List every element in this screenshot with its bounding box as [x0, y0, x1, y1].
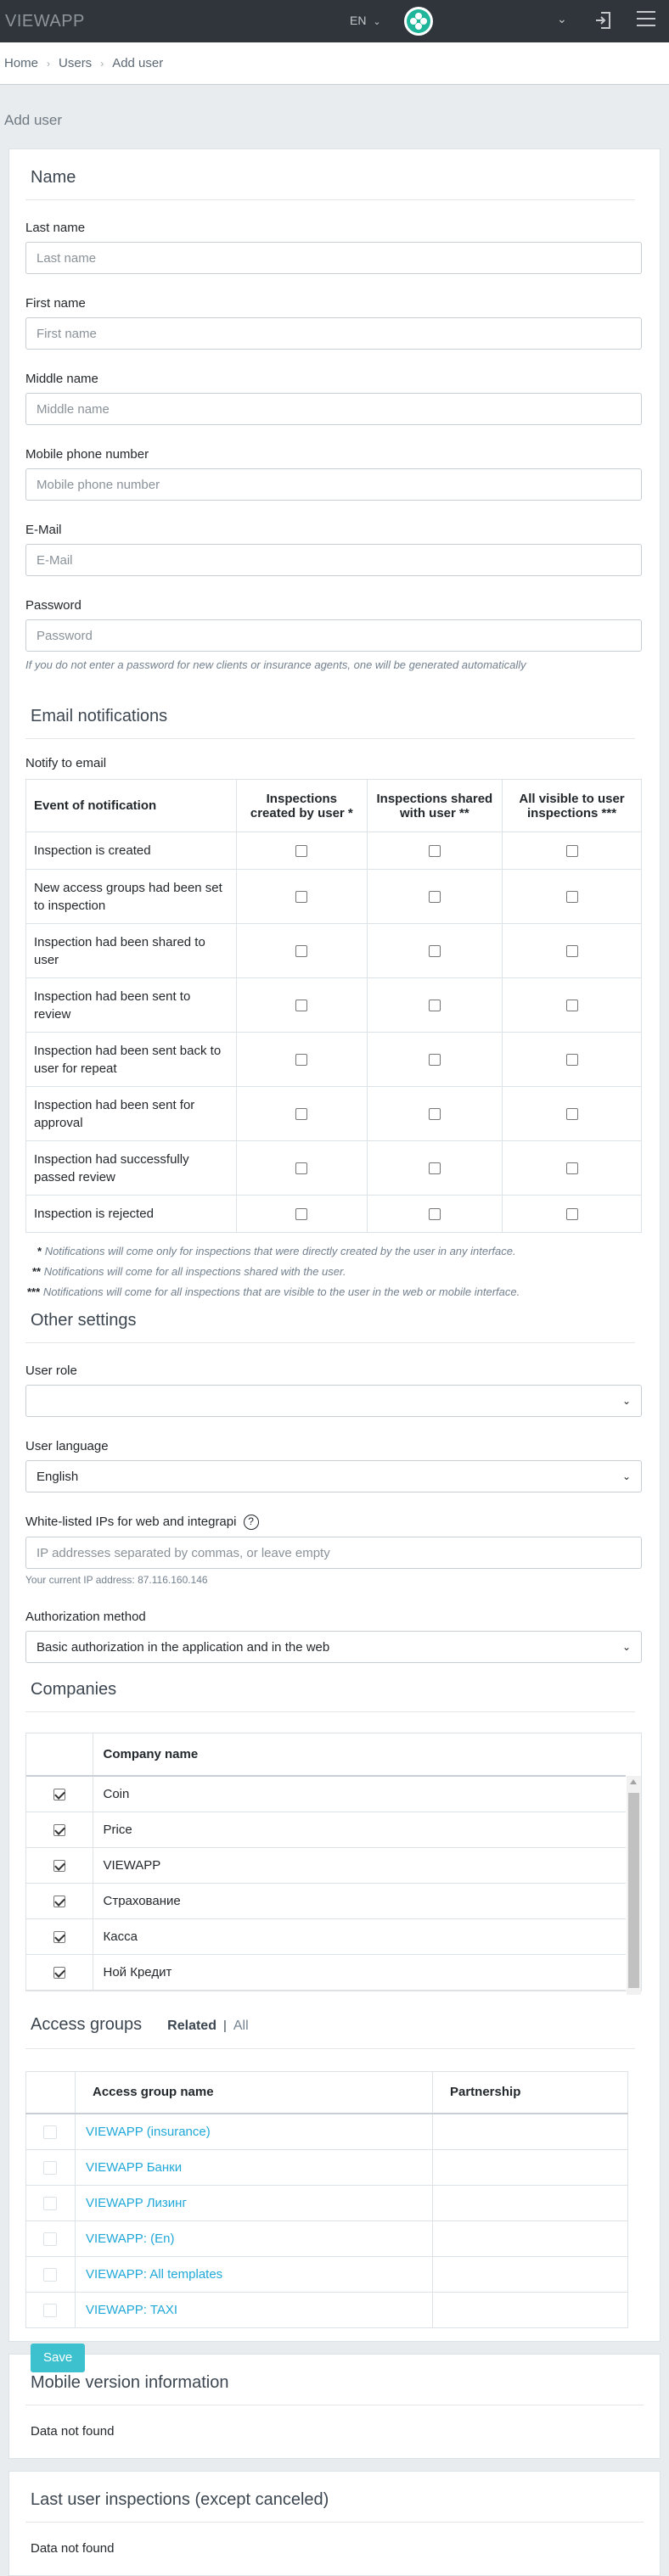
- middle-name-input[interactable]: [25, 393, 642, 425]
- brand-logo[interactable]: VIEWAPP: [5, 11, 85, 31]
- column-header-select: [26, 1733, 93, 1776]
- notify-shared-checkbox[interactable]: [429, 945, 441, 957]
- notify-to-email-label: Notify to email: [25, 756, 107, 770]
- access-group-checkbox[interactable]: [43, 2197, 57, 2210]
- column-header-shared: Inspections shared with user **: [367, 780, 502, 832]
- partnership-cell: [433, 2149, 628, 2185]
- access-group-checkbox[interactable]: [43, 2304, 57, 2317]
- user-language-select[interactable]: [25, 1460, 642, 1492]
- event-label: Inspection had successfully passed review: [26, 1141, 237, 1196]
- table-row: [26, 2220, 628, 2256]
- password-hint: If you do not enter a password for new clients or insurance agents, one will be generated automatically: [25, 658, 526, 671]
- notify-visible-checkbox[interactable]: [566, 1108, 578, 1120]
- table-row: [26, 978, 642, 1033]
- first-name-input[interactable]: [25, 317, 642, 350]
- user-menu-chevron-icon[interactable]: ⌄: [557, 12, 567, 25]
- company-checkbox[interactable]: [53, 1789, 65, 1800]
- mobile-phone-input[interactable]: [25, 468, 642, 501]
- column-header-company-name: Company name: [93, 1733, 626, 1776]
- whitelist-label-row: [25, 1515, 635, 1530]
- user-role-label: User role: [25, 1364, 77, 1378]
- section-title-name: Name: [25, 149, 635, 200]
- notify-shared-checkbox[interactable]: [429, 1208, 441, 1220]
- section-title-last-inspections: Last user inspections (except canceled): [25, 2472, 644, 2523]
- breadcrumb-separator-icon: ›: [100, 57, 104, 70]
- page-header: [0, 85, 669, 148]
- last-inspections-card: [8, 2471, 661, 2576]
- notify-shared-checkbox[interactable]: [429, 1108, 441, 1120]
- notify-created-checkbox[interactable]: [295, 1054, 307, 1066]
- column-header-created: Inspections created by user *: [237, 780, 368, 832]
- language-label: EN: [350, 14, 367, 27]
- notify-created-checkbox[interactable]: [295, 1108, 307, 1120]
- tab-separator: |: [222, 2018, 227, 2033]
- chevron-down-icon: ⌄: [621, 1470, 631, 1482]
- breadcrumb-home[interactable]: Home: [4, 56, 39, 70]
- partnership-cell: [433, 2220, 628, 2256]
- auth-method-value: Basic authorization in the application and in the web: [37, 1639, 330, 1655]
- access-group-checkbox[interactable]: [43, 2125, 57, 2139]
- event-label: Inspection is created: [26, 832, 237, 870]
- avatar[interactable]: [404, 7, 433, 36]
- notify-visible-checkbox[interactable]: [566, 1208, 578, 1220]
- section-title-mobile-version: Mobile version information: [25, 2355, 644, 2405]
- notify-visible-checkbox[interactable]: [566, 891, 578, 903]
- partnership-cell: [433, 2292, 628, 2327]
- breadcrumb-separator-icon: ›: [47, 57, 51, 70]
- table-row[interactable]: [26, 1883, 626, 1918]
- whitelist-label: White-listed IPs for web and integrapi: [25, 1515, 237, 1529]
- tab-related[interactable]: Related: [167, 2018, 216, 2033]
- notify-visible-checkbox[interactable]: [566, 1162, 578, 1174]
- notify-visible-checkbox[interactable]: [566, 945, 578, 957]
- company-name: Price: [93, 1812, 626, 1847]
- notifications-table: [25, 779, 642, 1233]
- top-navbar: [0, 0, 669, 42]
- company-name: VIEWAPP: [93, 1847, 626, 1883]
- email-label: E-Mail: [25, 523, 62, 537]
- footnote: *** Notifications will come for all inspections that are visible to the user in the web or mobile interface.: [27, 1285, 520, 1298]
- hamburger-menu-icon[interactable]: [637, 11, 655, 28]
- notify-visible-checkbox[interactable]: [566, 1000, 578, 1011]
- first-name-label: First name: [25, 296, 86, 311]
- access-group-link[interactable]: VIEWAPP: TAXI: [76, 2292, 433, 2327]
- notify-created-checkbox[interactable]: [295, 1162, 307, 1174]
- partnership-cell: [433, 2114, 628, 2149]
- access-group-link[interactable]: VIEWAPP Банки: [76, 2149, 433, 2185]
- notification-footnotes: [25, 1241, 635, 1302]
- event-label: Inspection had been sent to review: [26, 978, 237, 1033]
- password-input[interactable]: [25, 619, 642, 652]
- company-checkbox[interactable]: [53, 1967, 65, 1979]
- column-header-select: [26, 2071, 76, 2114]
- partnership-cell: [433, 2185, 628, 2220]
- password-label: Password: [25, 598, 82, 613]
- scroll-up-arrow-icon[interactable]: [630, 1779, 637, 1784]
- table-row: [26, 1141, 642, 1196]
- notify-shared-checkbox[interactable]: [429, 1162, 441, 1174]
- table-row: [26, 2292, 628, 2327]
- event-label: Inspection had been sent for approval: [26, 1087, 237, 1141]
- table-row[interactable]: [26, 1847, 626, 1883]
- notify-created-checkbox[interactable]: [295, 1208, 307, 1220]
- access-group-checkbox[interactable]: [43, 2268, 57, 2282]
- notify-shared-checkbox[interactable]: [429, 845, 441, 857]
- company-name: Ной Кредит: [93, 1954, 626, 1990]
- notify-shared-checkbox[interactable]: [429, 891, 441, 903]
- auth-method-label: Authorization method: [25, 1610, 146, 1625]
- event-label: Inspection had been sent back to user for repeat: [26, 1033, 237, 1087]
- company-name: Coin: [93, 1776, 626, 1812]
- table-row[interactable]: [26, 1812, 626, 1847]
- company-checkbox[interactable]: [53, 1824, 65, 1836]
- table-row[interactable]: [26, 1918, 626, 1954]
- company-name: Страхование: [93, 1883, 626, 1918]
- email-input[interactable]: [25, 544, 642, 576]
- companies-scrollbar[interactable]: [627, 1776, 641, 1995]
- column-header-partnership: Partnership: [433, 2071, 628, 2114]
- chevron-down-icon: ⌄: [621, 1395, 631, 1407]
- table-row: [26, 924, 642, 978]
- breadcrumb-current: Add user: [112, 56, 164, 70]
- breadcrumb-users[interactable]: Users: [59, 56, 93, 70]
- notify-visible-checkbox[interactable]: [566, 845, 578, 857]
- event-label: Inspection had been shared to user: [26, 924, 237, 978]
- section-title-other-settings: Other settings: [25, 1302, 635, 1343]
- notify-shared-checkbox[interactable]: [429, 1054, 441, 1066]
- tab-all[interactable]: All: [233, 2018, 249, 2033]
- notify-created-checkbox[interactable]: [295, 845, 307, 857]
- last-inspections-empty: Data not found: [31, 2541, 115, 2556]
- event-label: Inspection is rejected: [26, 1196, 237, 1233]
- access-group-checkbox[interactable]: [43, 2232, 57, 2246]
- table-row[interactable]: [26, 1954, 626, 1990]
- partnership-cell: [433, 2256, 628, 2292]
- table-row: [26, 2114, 628, 2149]
- current-ip-note: Your current IP address: 87.116.160.146: [25, 1574, 208, 1587]
- avatar-logo-icon: [406, 8, 431, 34]
- notify-created-checkbox[interactable]: [295, 945, 307, 957]
- table-row: [26, 2149, 628, 2185]
- column-header-event: Event of notification: [26, 780, 237, 832]
- section-title-email-notifications: Email notifications: [25, 688, 635, 739]
- notify-visible-checkbox[interactable]: [566, 1054, 578, 1066]
- table-row: [26, 1033, 642, 1087]
- company-checkbox[interactable]: [53, 1860, 65, 1872]
- chevron-down-icon: ⌄: [373, 17, 381, 27]
- section-title-companies: Companies: [25, 1672, 635, 1712]
- table-row[interactable]: [26, 1776, 626, 1812]
- table-row: [26, 832, 642, 870]
- auth-method-select[interactable]: [25, 1631, 642, 1663]
- companies-table: [26, 1733, 626, 1991]
- table-row: [26, 1196, 642, 1233]
- table-row: [26, 2256, 628, 2292]
- access-groups-table: [25, 2071, 628, 2328]
- last-name-input[interactable]: [25, 242, 642, 274]
- access-groups-header: [25, 1996, 635, 2049]
- footnote: * Notifications will come only for inspections that were directly created by the user in any interface.: [37, 1245, 516, 1257]
- event-label: New access groups had been set to inspection: [26, 870, 237, 924]
- column-header-access-group-name: Access group name: [76, 2071, 433, 2114]
- mobile-phone-label: Mobile phone number: [25, 447, 149, 462]
- access-group-link[interactable]: VIEWAPP: All templates: [76, 2256, 433, 2292]
- section-title-access-groups: Access groups: [31, 2014, 143, 2034]
- table-row: [26, 2185, 628, 2220]
- column-header-visible: All visible to user inspections ***: [503, 780, 642, 832]
- access-group-link[interactable]: VIEWAPP Лизинг: [76, 2185, 433, 2220]
- access-group-link[interactable]: VIEWAPP (insurance): [76, 2114, 433, 2149]
- table-row: [26, 1087, 642, 1141]
- user-role-select[interactable]: [25, 1385, 642, 1417]
- scrollbar-thumb[interactable]: [628, 1793, 639, 1988]
- middle-name-label: Middle name: [25, 372, 98, 386]
- access-group-link[interactable]: VIEWAPP: (En): [76, 2220, 433, 2256]
- companies-table-container: [25, 1733, 642, 1991]
- notify-shared-checkbox[interactable]: [429, 1000, 441, 1011]
- user-language-value: English: [37, 1469, 79, 1484]
- table-row: [26, 870, 642, 924]
- save-button[interactable]: Save: [31, 2344, 85, 2372]
- add-user-form: [8, 148, 661, 2365]
- logout-icon[interactable]: [594, 10, 613, 31]
- page-title: Add user: [4, 112, 63, 128]
- chevron-down-icon: ⌄: [621, 1641, 631, 1654]
- whitelist-ip-input[interactable]: [25, 1537, 642, 1569]
- access-group-checkbox[interactable]: [43, 2161, 57, 2175]
- help-icon[interactable]: ?: [244, 1515, 259, 1530]
- mobile-version-empty: Data not found: [31, 2424, 115, 2439]
- last-name-label: Last name: [25, 221, 86, 235]
- footnote: ** Notifications will come for all inspections shared with the user.: [32, 1265, 346, 1278]
- company-name: Касса: [93, 1918, 626, 1954]
- user-language-label: User language: [25, 1439, 109, 1453]
- language-switcher[interactable]: [350, 14, 381, 27]
- breadcrumb: [0, 42, 669, 85]
- company-checkbox[interactable]: [53, 1931, 65, 1943]
- company-checkbox[interactable]: [53, 1896, 65, 1907]
- notify-created-checkbox[interactable]: [295, 1000, 307, 1011]
- notify-created-checkbox[interactable]: [295, 891, 307, 903]
